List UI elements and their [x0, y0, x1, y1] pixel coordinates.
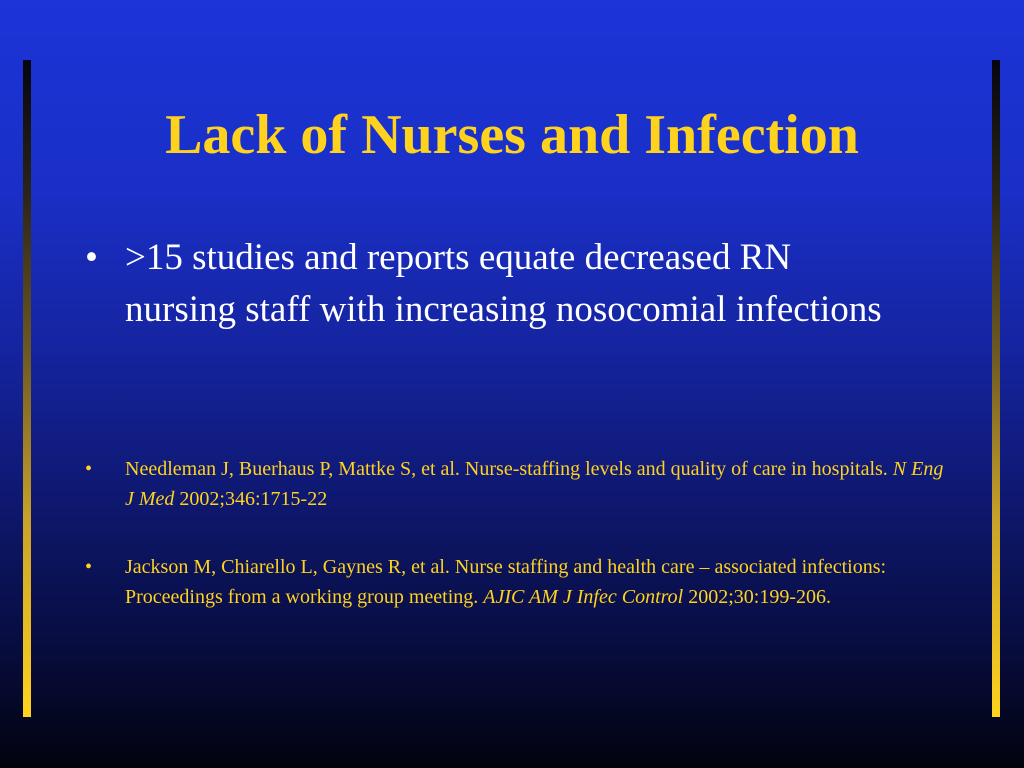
slide-title: Lack of Nurses and Infection	[165, 104, 859, 166]
reference-text-1	[125, 454, 945, 514]
reference-volume: 2002;30:199-206.	[683, 586, 831, 608]
journal-name: N Eng J Med	[125, 458, 944, 510]
journal-name: AJIC AM J Infec Control	[483, 586, 684, 608]
reference-volume: 2002;346:1715-22	[174, 488, 328, 510]
bullet-icon: •	[85, 237, 98, 278]
reference-text-2	[125, 552, 945, 612]
reference-item-2	[85, 552, 945, 612]
bullet-icon: •	[85, 458, 93, 480]
main-bullet-point	[85, 232, 905, 336]
main-bullet-text: >15 studies and reports equate decreased RN nursing staff with increasing nosocomial infections	[125, 237, 882, 330]
reference-citation: Jackson M, Chiarello L, Gaynes R, et al. Nurse staffing and health care – associated infections: Proceedings from a working group meeting.	[125, 556, 887, 608]
bullet-icon: •	[85, 556, 93, 578]
reference-item-1	[85, 454, 945, 514]
reference-citation: Needleman J, Buerhaus P, Mattke S, et al. Nurse-staffing levels and quality of care in hospitals.	[125, 458, 893, 480]
